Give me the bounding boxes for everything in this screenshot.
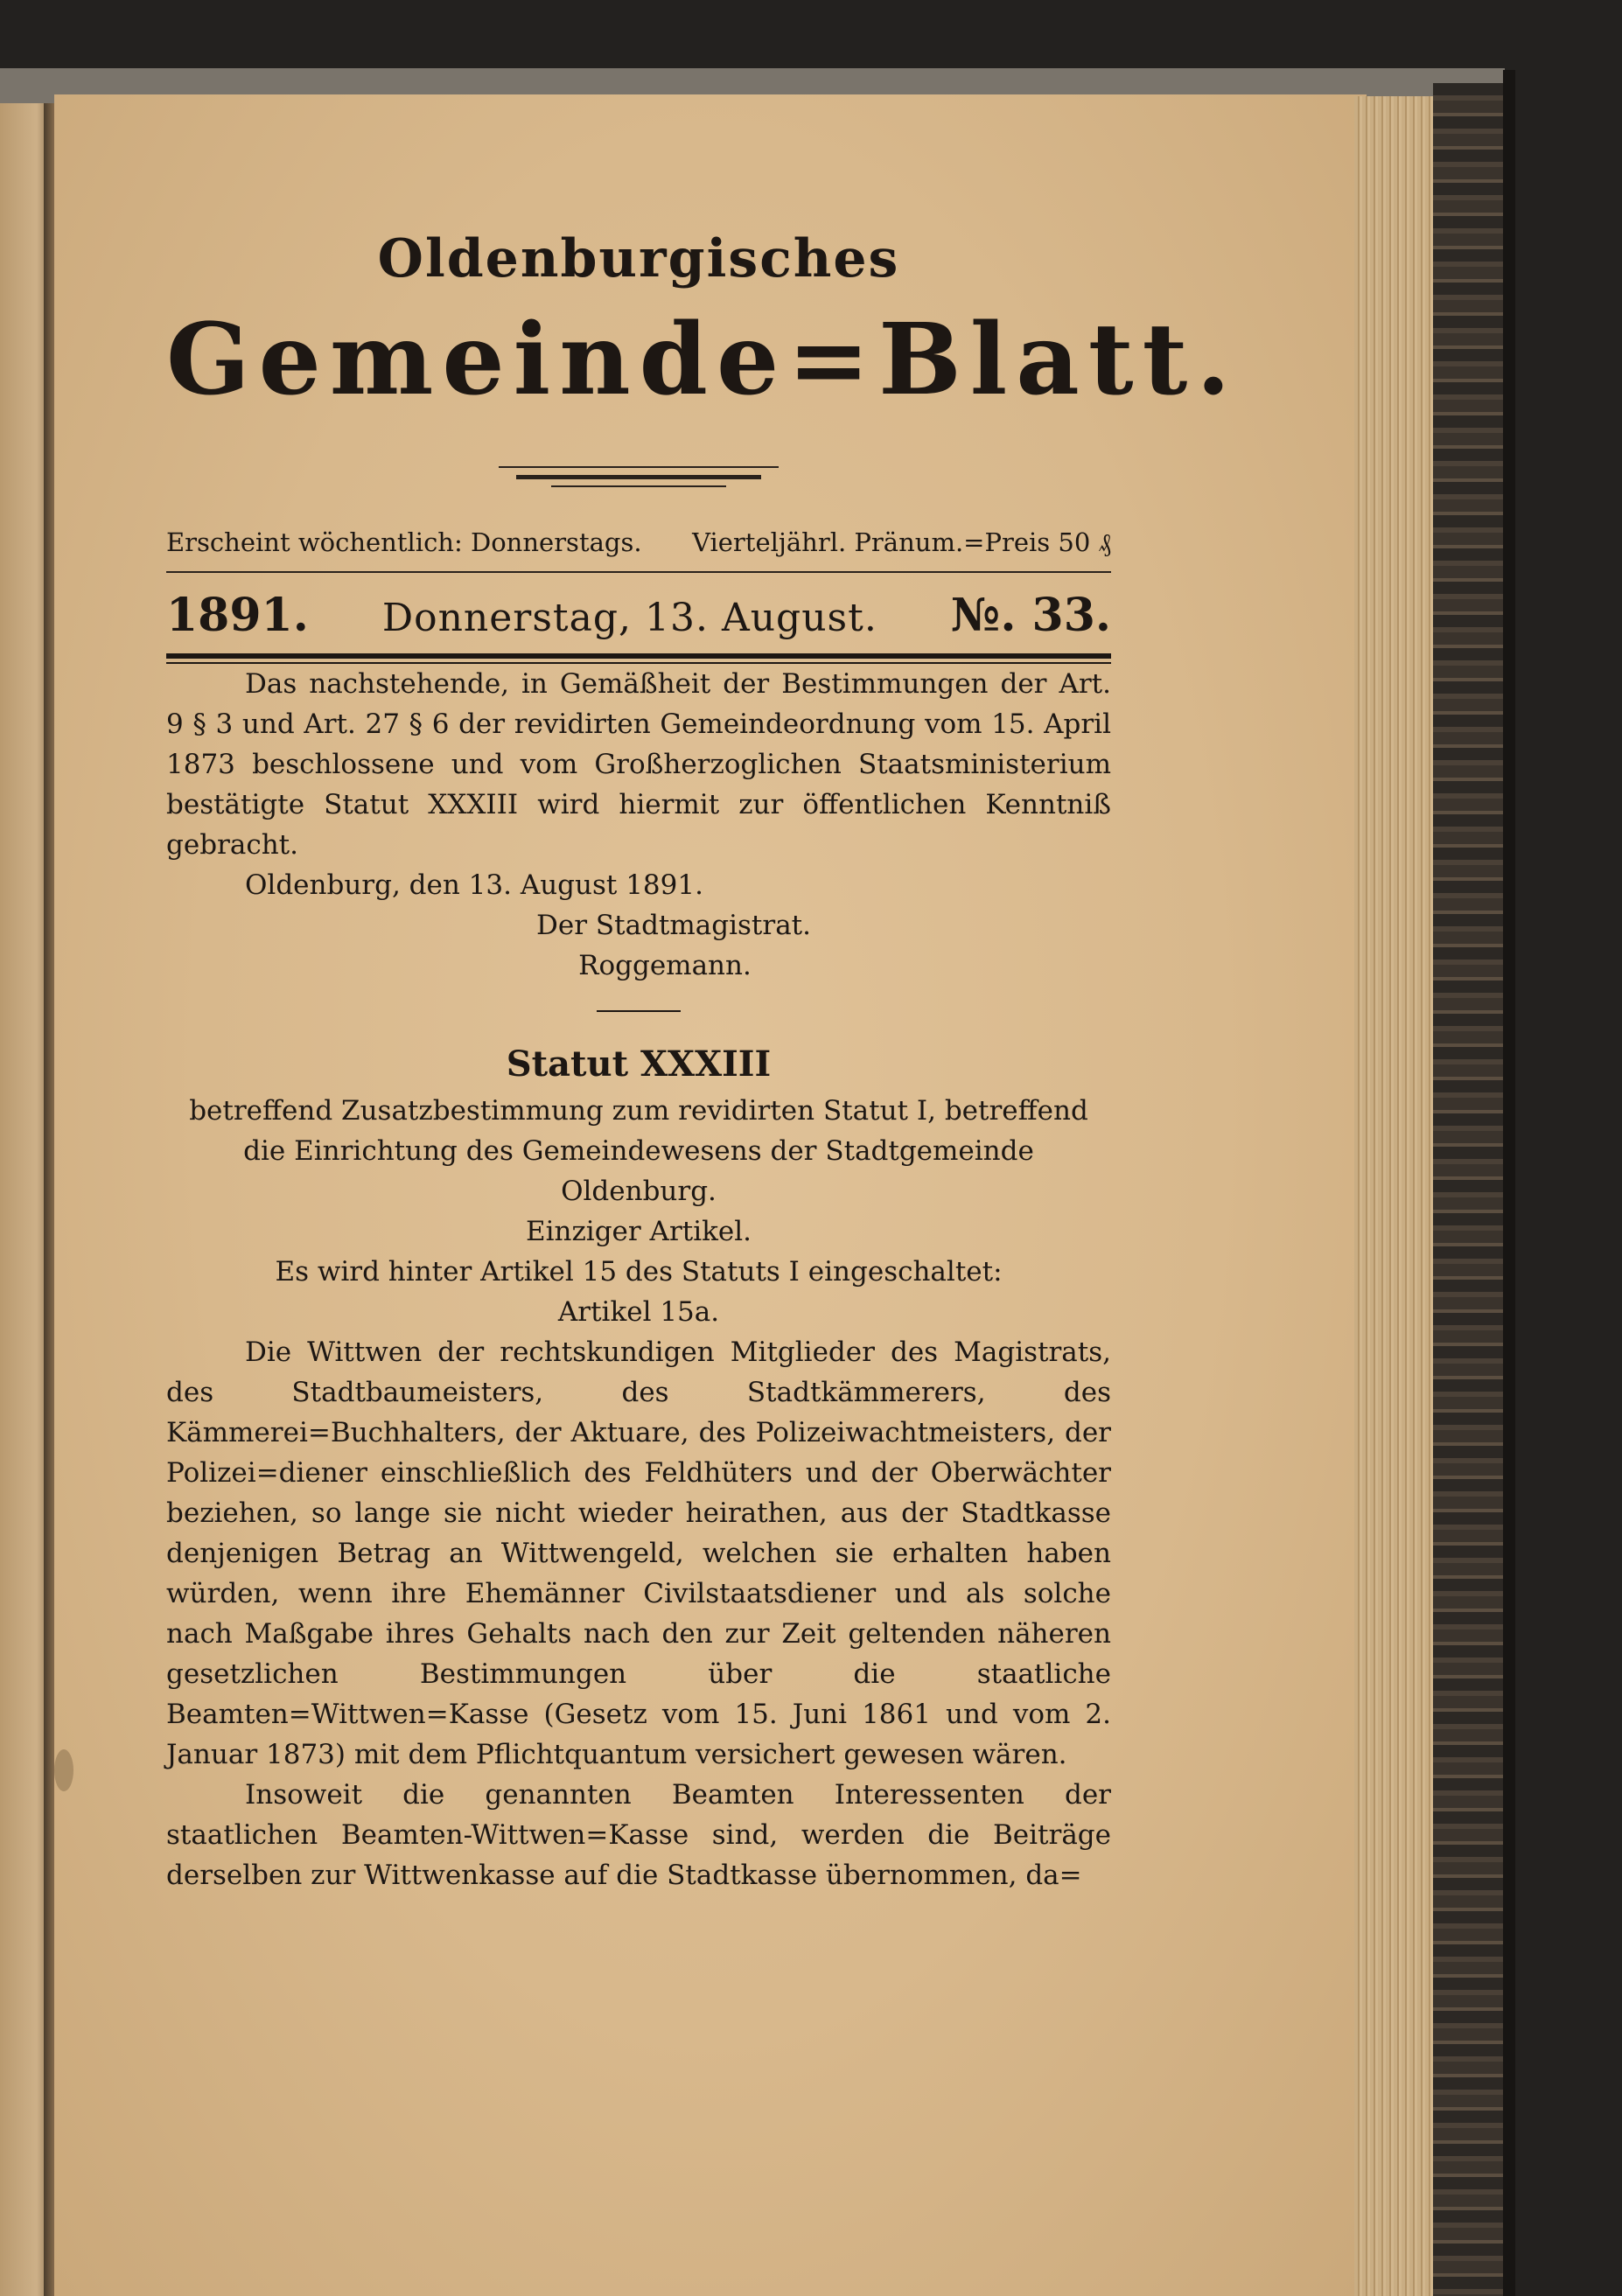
issue-number: №. 33. xyxy=(950,589,1111,642)
publication-frequency: Erscheint wöchentlich: Donnerstags. xyxy=(166,527,642,557)
stacked-page-edges xyxy=(1354,96,1433,2296)
masthead-line-1: Oldenburgisches xyxy=(377,228,900,290)
statute-subtitle: betreffend Zusatzbestimmung zum revidirten Statut I, betreffend die Einrichtung des Gemeindewesens der Stadtgemeinde Oldenburg. xyxy=(189,1095,1088,1207)
marbled-book-binding xyxy=(1433,83,1512,2296)
single-article-heading: Einziger Artikel. xyxy=(525,1216,752,1247)
article-body xyxy=(166,664,1111,1895)
place-and-date: Oldenburg, den 13. August 1891. xyxy=(245,869,703,901)
binding-edge xyxy=(1503,70,1515,2296)
statute-paragraph-2: Insoweit die genannten Beamten Interessenten der staatlichen Beamten-Wittwen=Kasse sind, werden die Beiträge derselben zur Wittwenkasse auf die Stadtkasse übernommen, da= xyxy=(166,1779,1111,1891)
issue-year: 1891. xyxy=(166,589,309,642)
masthead-title: Gemeinde=Blatt. xyxy=(166,303,1240,417)
insertion-note: Es wird hinter Artikel 15 des Statuts I eingeschaltet: xyxy=(275,1256,1003,1288)
statute-title: Statut XXXIII xyxy=(506,1043,772,1085)
page-content xyxy=(166,223,1240,1895)
signature-name: Roggemann. xyxy=(578,950,752,981)
issue-dateline xyxy=(166,585,1111,646)
statute-paragraph-1: Die Wittwen der rechtskundigen Mitglieder des Magistrats, des Stadtbaumeisters, des Stadtkämmerers, des Kämmerei=Buchhalters, der Aktuare, des Polizeiwachtmeisters, der Polizei=diener einschließlich des Feldhüters und der Oberwächter beziehen, so lange sie nicht wieder heirathen, aus der Stadtkasse denjenigen Betrag an Wittwengeld, welchen sie erhalten haben würden, wenn ihre Ehemänner Civilstaatsdiener und als solche nach Maßgabe ihres Gehalts nach den zur Zeit geltenden näheren gesetzlichen Bestimmungen über die staatliche Beamten=Wittwen=Kasse (Gesetz vom 15. Juni 1861 und vom 2. Januar 1873) mit dem Pflichtquantum versichert gewesen wären. xyxy=(166,1336,1111,1770)
article-label: Artikel 15a. xyxy=(557,1296,720,1328)
publication-info-line xyxy=(166,524,1111,561)
issue-date: Donnerstag, 13. August. xyxy=(381,596,877,640)
masthead-ornament-rule xyxy=(166,459,1111,499)
heavy-divider xyxy=(166,653,1111,659)
subscription-price: Vierteljährl. Pränum.=Preis 50 ₰ xyxy=(692,527,1111,557)
announcement-paragraph: Das nachstehende, in Gemäßheit der Bestimmungen der Art. 9 § 3 und Art. 27 § 6 der revidirten Gemeindeordnung vom 15. April 1873 beschlossene und vom Großherzoglichen Staatsministerium bestätigte Statut XXXIII wird hiermit zur öffentlichen Kenntniß gebracht. xyxy=(166,668,1111,861)
paper-stain xyxy=(54,1749,73,1791)
signature-office: Der Stadtmagistrat. xyxy=(536,910,811,941)
section-divider xyxy=(597,1010,681,1012)
divider xyxy=(166,571,1111,573)
